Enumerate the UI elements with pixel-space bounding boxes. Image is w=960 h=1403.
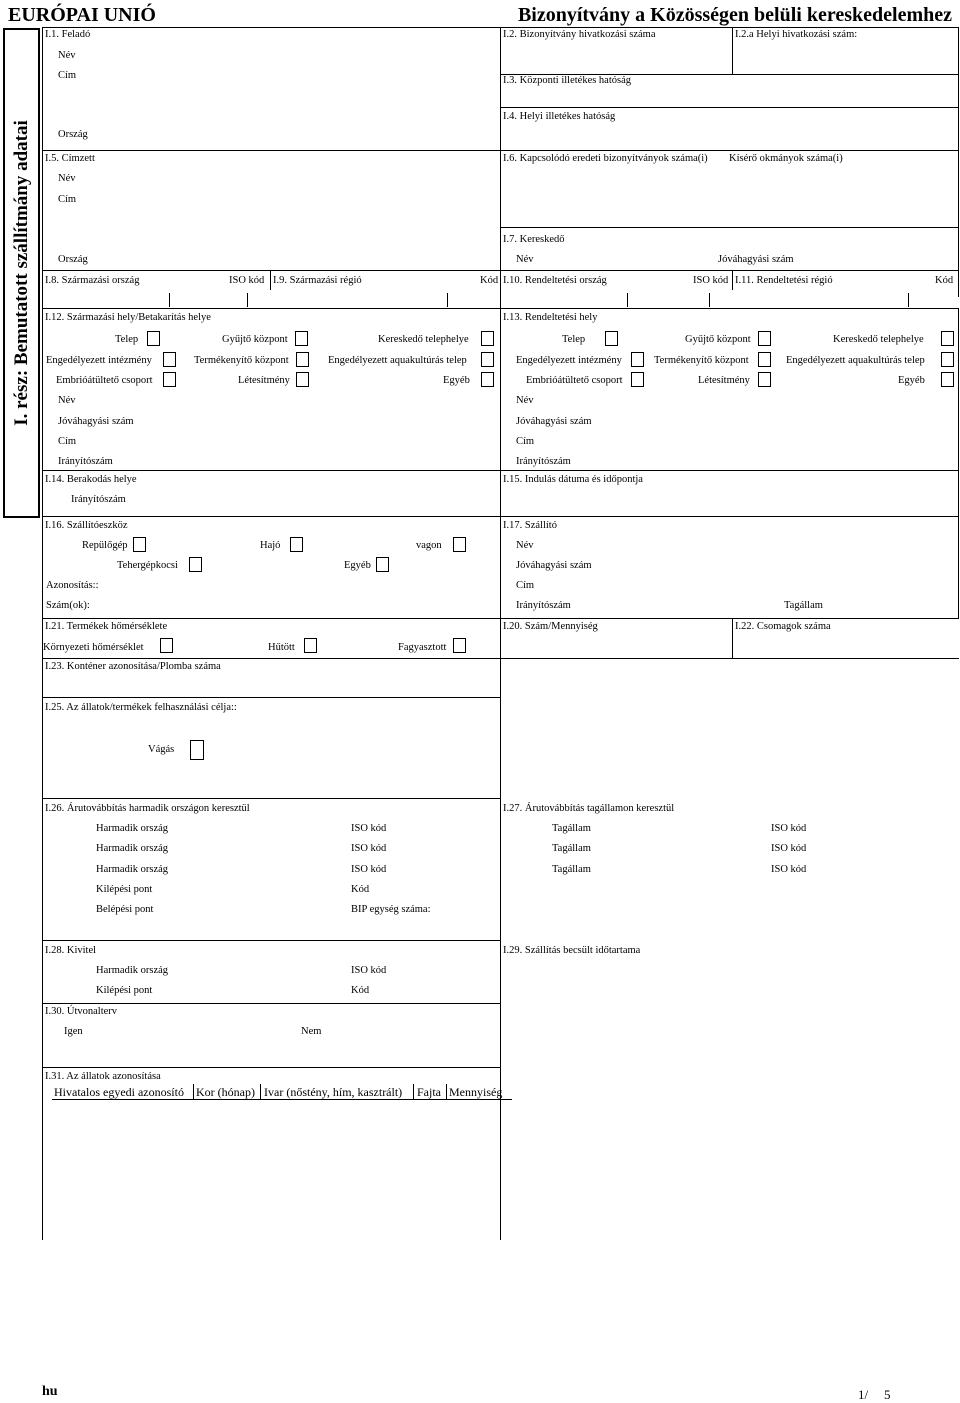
label-i27-iso-2: ISO kód (771, 843, 807, 854)
label-i26: I.26. Árutovábbítás harmadik országon keresztül (45, 803, 250, 814)
line-i23 (42, 658, 500, 659)
label-hajo: Hajó (260, 540, 281, 551)
line-i28 (42, 940, 500, 941)
label-i4: I.4. Helyi illetékes hatóság (503, 111, 616, 122)
table-header-azonosito: Hivatalos egyedi azonosító (54, 1085, 184, 1099)
label-i22: I.22. Csomagok száma (735, 621, 831, 632)
label-i11: I.11. Rendeltetési régió (735, 275, 833, 286)
label-i31: I.31. Az állatok azonosítása (45, 1071, 161, 1082)
checkbox-hajo[interactable] (290, 537, 303, 552)
label-i17-cim: Cím (516, 580, 535, 591)
label-vagon: vagon (416, 540, 442, 551)
label-i26-iso-3: ISO kód (351, 864, 387, 875)
label-i12-engedelyezett: Engedélyezett intézmény (46, 355, 152, 366)
checkbox-hutott[interactable] (304, 638, 317, 653)
label-i1: I.1. Feladó (45, 29, 91, 40)
label-i12-kereskedo: Kereskedő telephelye (378, 334, 469, 345)
label-i28-kod: Kód (351, 985, 370, 996)
label-i12-telep: Telep (115, 334, 139, 345)
label-i13-engedelyezett: Engedélyezett intézmény (516, 355, 622, 366)
label-i10: I.10. Rendeltetési ország (503, 275, 607, 286)
label-hutott: Hűtött (268, 642, 295, 653)
line-i20-bottom (500, 658, 959, 659)
label-vagas: Vágás (148, 744, 175, 755)
checkbox-kornyezeti[interactable] (160, 638, 173, 653)
label-i26-belepesi: Belépési pont (96, 904, 154, 915)
label-i28-harmadik: Harmadik ország (96, 965, 169, 976)
label-i12-cim: Cím (58, 436, 77, 447)
label-fagyasztott: Fagyasztott (398, 642, 447, 653)
label-i25: I.25. Az állatok/termékek felhasználási célja:: (45, 702, 237, 713)
label-i17: I.17. Szállító (503, 520, 557, 531)
label-i28: I.28. Kivitel (45, 945, 97, 956)
checkbox-tehergepkocsi[interactable] (189, 557, 202, 572)
label-kisero: Kísérő okmányok száma(i) (729, 153, 843, 164)
label-i16: I.16. Szállítóeszköz (45, 520, 128, 531)
label-i7-jovahagyasi: Jóváhagyási szám (718, 254, 794, 265)
checkbox-fagyasztott[interactable] (453, 638, 466, 653)
label-i28-iso: ISO kód (351, 965, 387, 976)
label-kornyezeti: Környezeti hőmérséklet (43, 642, 144, 653)
label-i12-gyujto: Gyűjtő központ (222, 334, 288, 345)
label-i13-telep: Telep (562, 334, 586, 345)
label-feladó-orszag: Ország (58, 129, 88, 140)
line-i25 (42, 697, 500, 698)
label-i7: I.7. Kereskedő (503, 234, 565, 245)
label-i13-cim: Cím (516, 436, 535, 447)
checkbox-i13-gyujto[interactable] (758, 331, 771, 346)
header-left-title: EURÓPAI UNIÓ (8, 4, 156, 26)
label-i13: I.13. Rendeltetési hely (503, 312, 598, 323)
checkbox-i12-kereskedo[interactable] (481, 331, 494, 346)
line-i8 (42, 270, 959, 271)
line-i31 (42, 1067, 500, 1068)
label-nem: Nem (301, 1026, 322, 1037)
label-azonositas: Azonosítás:: (46, 580, 99, 591)
label-i10-iso: ISO kód (693, 275, 729, 286)
checkbox-i13-aquakultura[interactable] (941, 352, 954, 367)
label-i27-iso-1: ISO kód (771, 823, 807, 834)
label-i17-iranyitoszam: Irányítószám (516, 600, 571, 611)
center-divider (500, 27, 501, 1240)
side-label-box (3, 28, 40, 518)
label-i7-nev: Név (516, 254, 534, 265)
divider-i11 (732, 270, 733, 290)
checkbox-i12-aquakultura[interactable] (481, 352, 494, 367)
label-cimzett-cim: Cím (58, 194, 77, 205)
label-i12: I.12. Származási hely/Betakarítás helye (45, 312, 211, 323)
label-i29: I.29. Szállítás becsült időtartama (503, 945, 641, 956)
label-i8-iso: ISO kód (229, 275, 265, 286)
label-cimzett-orszag: Ország (58, 254, 88, 265)
table-header-mennyiseg: Mennyiség (449, 1085, 503, 1099)
label-i12-jovahagyasi: Jóváhagyási szám (58, 416, 134, 427)
line-i16 (42, 516, 959, 517)
label-i17-jovahagyasi: Jóváhagyási szám (516, 560, 592, 571)
label-i12-aquakultura: Engedélyezett aquakultúrás telep (328, 355, 467, 366)
checkbox-i13-engedelyezett[interactable] (631, 352, 644, 367)
label-i27-tagallam-2: Tagállam (552, 843, 591, 854)
checkbox-i13-embrio[interactable] (631, 372, 644, 387)
checkbox-i12-gyujto[interactable] (295, 331, 308, 346)
label-i26-iso-1: ISO kód (351, 823, 387, 834)
line-i30 (42, 1003, 500, 1004)
line-i7 (500, 227, 959, 228)
label-i27-iso-3: ISO kód (771, 864, 807, 875)
label-i13-termekenyito: Termékenyítő központ (654, 355, 749, 366)
label-feladó-nev: Név (58, 50, 76, 61)
checkbox-i13-egyeb[interactable] (941, 372, 954, 387)
label-i26-harmadik-2: Harmadik ország (96, 843, 169, 854)
label-i27-tagallam-1: Tagállam (552, 823, 591, 834)
label-i23: I.23. Konténer azonosítása/Plomba száma (45, 661, 221, 672)
checkbox-repulogep[interactable] (133, 537, 146, 552)
label-i17-tagallam: Tagállam (784, 600, 823, 611)
checkbox-vagas[interactable] (190, 740, 204, 760)
label-igen: Igen (64, 1026, 83, 1037)
checkbox-i12-termekenyito[interactable] (296, 352, 309, 367)
footer-page-number: 1/ (858, 1387, 869, 1402)
line-i21 (42, 618, 959, 619)
line-i14 (42, 470, 959, 471)
checkbox-i12-telep[interactable] (147, 331, 160, 346)
checkbox-i12-engedelyezett[interactable] (163, 352, 176, 367)
checkbox-i12-embrio[interactable] (163, 372, 176, 387)
label-repulogep: Repülőgép (82, 540, 128, 551)
label-i12-termekenyito: Termékenyítő központ (194, 355, 289, 366)
divider-i9 (270, 270, 271, 290)
label-cimzett-nev: Név (58, 173, 76, 184)
label-i3: I.3. Központi illetékes hatóság (503, 75, 632, 86)
label-i27-tagallam-3: Tagállam (552, 864, 591, 875)
label-i13-letesitmeny: Létesítmény (698, 375, 750, 386)
label-i20: I.20. Szám/Mennyiség (503, 621, 598, 632)
checkbox-vagon[interactable] (453, 537, 466, 552)
label-i13-iranyitoszam: Irányítószám (516, 456, 571, 467)
label-i11-kod: Kód (935, 275, 954, 286)
checkbox-i12-egyeb[interactable] (481, 372, 494, 387)
label-i27: I.27. Árutovábbítás tagállamon keresztül (503, 803, 675, 814)
side-label: I. rész: Bemutatott szállítmány adatai (10, 120, 32, 426)
line-i4 (500, 107, 959, 108)
checkbox-i16-egyeb[interactable] (376, 557, 389, 572)
checkbox-i13-kereskedo[interactable] (941, 331, 954, 346)
label-i21: I.21. Termékek hőmérséklete (45, 621, 168, 632)
outer-left-line (42, 27, 43, 1240)
label-i14-iranyitoszam: Irányítószám (71, 494, 126, 505)
label-i9: I.9. Származási régió (273, 275, 362, 286)
label-i8: I.8. Származási ország (45, 275, 140, 286)
outer-right-line-mid (958, 308, 959, 618)
label-i12-embrio: Embrióátültető csoport (56, 375, 153, 386)
table-header-kor: Kor (hónap) (196, 1085, 255, 1099)
label-i2a: I.2.a Helyi hivatkozási szám: (735, 29, 858, 40)
checkbox-i12-letesitmeny[interactable] (296, 372, 309, 387)
label-i13-embrio: Embrióátültető csoport (526, 375, 623, 386)
outer-right-line-top (958, 27, 959, 297)
footer-language: hu (42, 1384, 58, 1399)
label-i12-egyeb: Egyéb (443, 375, 470, 386)
label-i13-nev: Név (516, 395, 534, 406)
label-i26-harmadik-1: Harmadik ország (96, 823, 169, 834)
label-i12-nev: Név (58, 395, 76, 406)
label-i13-egyeb: Egyéb (898, 375, 925, 386)
label-i15: I.15. Indulás dátuma és időpontja (503, 474, 643, 485)
label-i9-kod: Kód (480, 275, 499, 286)
table-header-fajta: Fajta (417, 1085, 441, 1099)
label-i13-kereskedo: Kereskedő telephelye (833, 334, 924, 345)
label-i5: I.5. Címzett (45, 153, 95, 164)
label-i12-letesitmeny: Létesítmény (238, 375, 290, 386)
label-i26-harmadik-3: Harmadik ország (96, 864, 169, 875)
checkbox-i13-letesitmeny[interactable] (758, 372, 771, 387)
label-i30: I.30. Útvonalterv (45, 1006, 118, 1017)
label-i14: I.14. Berakodás helye (45, 474, 137, 485)
label-i13-jovahagyasi: Jóváhagyási szám (516, 416, 592, 427)
label-i16-egyeb: Egyéb (344, 560, 371, 571)
label-i6: I.6. Kapcsolódó eredeti bizonyítványok száma(i) (503, 153, 708, 164)
label-i13-aquakultura: Engedélyezett aquakultúrás telep (786, 355, 925, 366)
label-i26-kilepesi: Kilépési pont (96, 884, 153, 895)
label-feladó-cim: Cím (58, 70, 77, 81)
line-i26 (42, 798, 500, 799)
label-i26-kod: Kód (351, 884, 370, 895)
table-header-ivar: Ivar (nőstény, hím, kasztrált) (264, 1085, 403, 1099)
label-i26-iso-2: ISO kód (351, 843, 387, 854)
line-i12 (42, 308, 959, 309)
header-right-title: Bizonyítvány a Közösségen belüli kereskedelemhez (517, 4, 952, 26)
label-szamok: Szám(ok): (46, 600, 90, 611)
footer-page-total: 5 (884, 1387, 891, 1402)
divider-i22 (732, 618, 733, 658)
checkbox-i13-termekenyito[interactable] (758, 352, 771, 367)
label-i13-gyujto: Gyűjtő központ (685, 334, 751, 345)
label-tehergepkocsi: Tehergépkocsi (117, 560, 178, 571)
label-i28-kilepesi: Kilépési pont (96, 985, 153, 996)
divider-i2 (732, 27, 733, 74)
checkbox-i13-telep[interactable] (605, 331, 618, 346)
label-i12-iranyitoszam: Irányítószám (58, 456, 113, 467)
label-i17-nev: Név (516, 540, 534, 551)
label-i26-bip: BIP egység száma: (351, 904, 431, 915)
line-i5-i6 (42, 150, 959, 151)
label-i2: I.2. Bizonyítvány hivatkozási száma (503, 29, 656, 40)
